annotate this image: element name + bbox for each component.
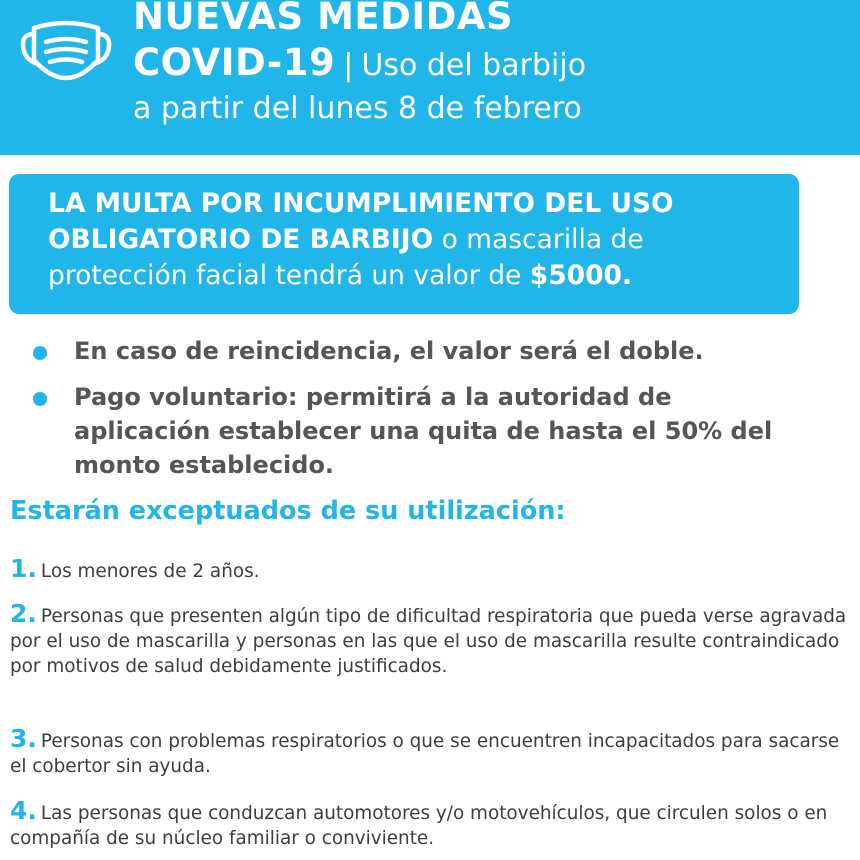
exception-text: Los menores de 2 años.: [40, 561, 260, 582]
fine-notice-box: [9, 174, 799, 314]
exception-text: Las personas que conduzcan automotores y/o motovehículos, que circulen solos o en compañía de su núcleo familiar o conviviente.: [10, 803, 828, 849]
bullet-dot-icon: [33, 392, 47, 406]
header-banner: [0, 0, 860, 155]
title-line-3: a partir del lunes 8 de febrero: [133, 91, 582, 126]
exception-item: [10, 726, 850, 779]
exception-item: [10, 601, 850, 679]
exception-number: 1.: [10, 554, 37, 583]
exception-number: 2.: [10, 599, 37, 628]
exception-text: Personas con problemas respiratorios o que se encuentren incapacitados para sacarse el cobertor sin ayuda.: [10, 731, 840, 777]
fine-normal-text: o mascarilla de protección facial tendrá un valor de: [48, 224, 644, 291]
title-separator: |: [343, 48, 354, 83]
header-title: [133, 0, 586, 129]
exception-text: Personas que presenten algún tipo de dificultad respiratoria que pueda verse agravada por el uso de mascarilla y personas en las que el uso de mascarilla resulte contraindicado por motivos de salud debidamente justificados.: [10, 606, 847, 677]
bullet-dot-icon: [33, 346, 47, 360]
bullet-text: Pago voluntario: permitirá a la autoridad de aplicación establecer una quita de hasta el 50% del monto establecido.: [74, 383, 773, 479]
exception-number: 3.: [10, 724, 37, 753]
fine-notice-text: [48, 186, 788, 294]
title-subject: Uso del barbijo: [361, 48, 587, 83]
title-line-1: NUEVAS MEDIDAS: [133, 0, 514, 38]
fine-amount: $5000.: [529, 260, 633, 291]
bullet-text: En caso de reincidencia, el valor será el doble.: [74, 337, 704, 365]
section-title: Estarán exceptuados de su utilización:: [10, 496, 566, 526]
exception-number: 4.: [10, 796, 37, 825]
fine-bold-text: LA MULTA POR INCUMPLIMIENTO DEL USO OBLIGATORIO DE BARBIJO: [48, 188, 674, 255]
exception-item: [10, 556, 850, 584]
title-covid: COVID-19: [133, 41, 336, 84]
title-line-2: [133, 40, 586, 89]
face-mask-icon: [20, 14, 112, 84]
exception-item: [10, 798, 850, 851]
